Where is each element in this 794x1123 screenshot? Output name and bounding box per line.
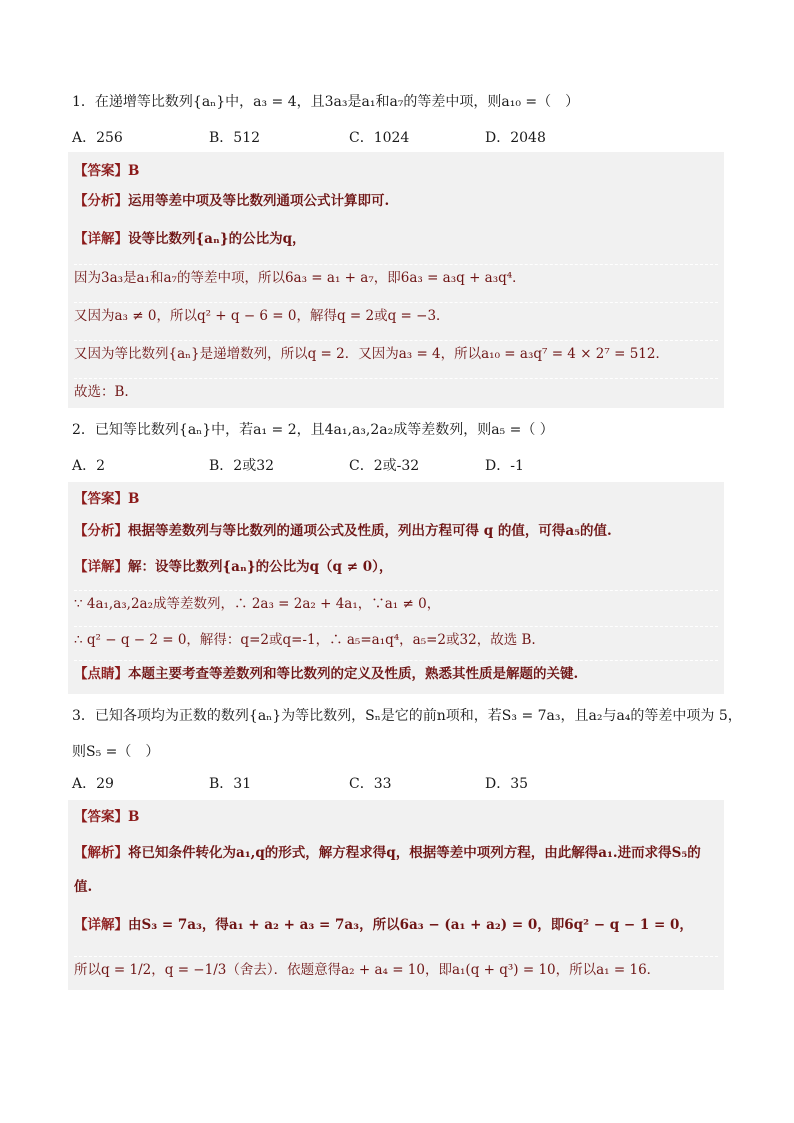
answer-value: B	[128, 491, 140, 507]
question-2-stem: 2．已知等比数列{aₙ}中，若a₁ = 2，且4a₁,a₃,2a₂成等差数列，则a₅ =（ ）	[72, 422, 554, 438]
solution-block-1	[68, 152, 724, 408]
detail-row	[74, 230, 718, 248]
question-3-options	[72, 774, 732, 794]
comment-tag: 【点睛】	[74, 666, 128, 682]
analysis-text: 将已知条件转化为a₁,q的形式，解方程求得q，根据等差中项列方程，由此解得a₁.进而求得S₅的	[128, 845, 701, 861]
detail-tag: 【详解】	[74, 917, 128, 933]
option-c: C．33	[349, 776, 392, 792]
analysis-tag: 【分析】	[74, 193, 128, 209]
solution-block-2	[68, 482, 724, 694]
analysis-text: 运用等差中项及等比数列通项公式计算即可.	[128, 193, 390, 209]
option-d: D．2048	[485, 130, 546, 146]
option-a: A．2	[72, 458, 106, 474]
question-1-stem: 1．在递增等比数列{aₙ}中，a₃ = 4，且3a₃是a₁和a₇的等差中项，则a₁₀ =（ ）	[72, 94, 580, 110]
detail-tag: 【详解】	[74, 231, 128, 247]
option-b: B．2或32	[209, 458, 275, 474]
option-a: A．29	[72, 776, 114, 792]
analysis-tag: 【分析】	[74, 523, 128, 539]
detail-text: 由S₃ = 7a₃，得a₁ + a₂ + a₃ = 7a₃，所以6a₃ − (a₁ + a₂) = 0，即6q² − q − 1 = 0，	[128, 917, 693, 933]
detail-line-1: ∵ 4a₁,a₃,2a₂成等差数列，∴ 2a₃ = 2a₂ + 4a₁，∵a₁ ≠ 0，	[74, 590, 718, 613]
detail-tag: 【详解】	[74, 559, 128, 575]
solution-block-3	[68, 800, 724, 990]
analysis-text-cont: 值.	[74, 879, 93, 895]
option-c: C．1024	[349, 130, 410, 146]
answer-value: B	[128, 163, 140, 179]
answer-row	[74, 162, 718, 180]
detail-line-3: 又因为等比数列{aₙ}是递增数列，所以q = 2．又因为a₃ = 4，所以a₁₀ = a₃q⁷ = 4 × 2⁷ = 512．	[74, 340, 718, 363]
detail-text: 设等比数列{aₙ}的公比为q，	[128, 231, 306, 247]
question-3-stem: 3．已知各项均为正数的数列{aₙ}为等比数列，Sₙ是它的前n项和，若S₃ = 7a₃，且a₂与a₄的等差中项为 5，	[72, 708, 742, 724]
detail-text: 解：设等比数列{aₙ}的公比为q（q ≠ 0），	[128, 559, 393, 575]
analysis-row	[74, 522, 718, 540]
detail-line-1: 因为3a₃是a₁和a₇的等差中项，所以6a₃ = a₁ + a₇，即6a₃ = a₃q + a₃q⁴．	[74, 264, 718, 287]
analysis-text: 根据等差数列与等比数列的通项公式及性质，列出方程可得 q 的值，可得a₅的值.	[128, 523, 612, 539]
detail-line-4: 故选：B.	[74, 378, 718, 401]
detail-row	[74, 558, 718, 576]
comment-row	[74, 660, 718, 683]
answer-row	[74, 490, 718, 508]
answer-value: B	[128, 809, 140, 825]
option-a: A．256	[72, 130, 123, 146]
analysis-row	[74, 844, 718, 862]
option-c: C．2或-32	[349, 458, 420, 474]
option-b: B．512	[209, 130, 261, 146]
analysis-tag: 【解析】	[74, 845, 128, 861]
detail-line-1: 所以q = 1/2，q = −1/3（舍去）．依题意得a₂ + a₄ = 10，即a₁(q + q³) = 10，所以a₁ = 16．	[74, 956, 718, 979]
answer-row	[74, 808, 718, 826]
detail-row	[74, 916, 718, 934]
option-d: D．35	[485, 776, 529, 792]
option-b: B．31	[209, 776, 252, 792]
question-1-options	[72, 128, 732, 148]
detail-line-2: ∴ q² − q − 2 = 0，解得：q=2或q=-1，∴ a₅=a₁q⁴，a₅=2或32，故选 B.	[74, 626, 718, 649]
answer-tag: 【答案】	[74, 163, 128, 179]
analysis-row-2	[74, 878, 718, 896]
question-3-stem-cont: 则S₅ =（ ）	[72, 744, 160, 760]
question-2-options	[72, 456, 732, 476]
comment-text: 本题主要考查等差数列和等比数列的定义及性质，熟悉其性质是解题的关键.	[128, 666, 579, 682]
analysis-row	[74, 192, 718, 210]
option-d: D．-1	[485, 458, 524, 474]
detail-line-2: 又因为a₃ ≠ 0，所以q² + q − 6 = 0，解得q = 2或q = −3．	[74, 302, 718, 325]
answer-tag: 【答案】	[74, 491, 128, 507]
answer-tag: 【答案】	[74, 809, 128, 825]
